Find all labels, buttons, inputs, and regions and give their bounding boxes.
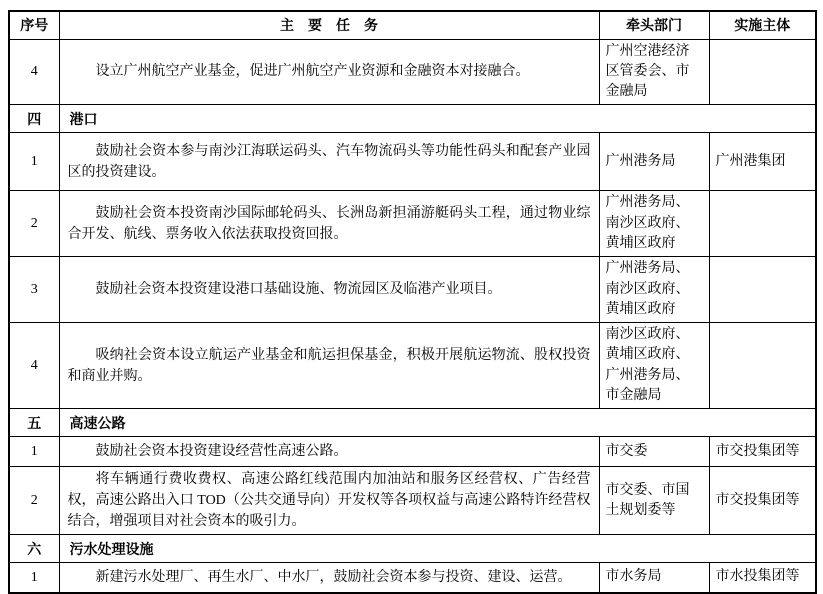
row-dept: 市水务局 [599,563,709,593]
row-task [59,39,599,105]
row-task [59,563,599,593]
row-dept: 市交委、市国土规划委等 [599,467,709,535]
table-header-row [9,11,816,39]
section-title: 污水处理设施 [59,535,816,563]
row-num: 4 [9,39,59,105]
row-task [59,323,599,409]
row-dept: 广州空港经济区管委会、市金融局 [599,39,709,105]
row-task [59,133,599,191]
section-title: 港口 [59,105,816,133]
table-row [9,39,816,105]
section-num: 五 [9,409,59,437]
row-num: 1 [9,133,59,191]
row-task [59,467,599,535]
row-num: 1 [9,437,59,467]
row-entity [709,191,816,257]
table-row [9,133,816,191]
row-task [59,257,599,323]
row-dept: 南沙区政府、黄埔区政府、广州港务局、市金融局 [599,323,709,409]
section-row-sewage [9,535,816,563]
row-entity [709,257,816,323]
table-row [9,323,816,409]
header-task: 主 要 任 务 [59,11,599,39]
row-dept: 广州港务局、南沙区政府、黄埔区政府 [599,191,709,257]
table-row [9,467,816,535]
task-text: 吸纳社会资本设立航运产业基金和航运担保基金，积极开展航运物流、股权投资和商业并购。 [67,347,591,384]
row-task [59,191,599,257]
row-task [59,437,599,467]
row-entity [709,39,816,105]
row-num: 2 [9,467,59,535]
row-entity: 市交投集团等 [709,437,816,467]
section-row-expressway [9,409,816,437]
header-dept: 牵头部门 [599,11,709,39]
row-entity: 市交投集团等 [709,467,816,535]
table-row [9,563,816,593]
row-entity [709,323,816,409]
row-num: 1 [9,563,59,593]
section-num: 四 [9,105,59,133]
section-title: 高速公路 [59,409,816,437]
task-text: 鼓励社会资本投资建设经营性高速公路。 [95,444,348,460]
header-num: 序号 [9,11,59,39]
row-entity: 广州港集团 [709,133,816,191]
row-num: 2 [9,191,59,257]
row-dept: 广州港务局、南沙区政府、黄埔区政府 [599,257,709,323]
main-tasks-table [8,10,817,594]
task-text: 新建污水处理厂、再生水厂、中水厂，鼓励社会资本参与投资、建设、运营。 [95,570,572,586]
task-text: 设立广州航空产业基金，促进广州航空产业资源和金融资本对接融合。 [95,64,530,80]
table-row [9,191,816,257]
section-num: 六 [9,535,59,563]
row-dept: 广州港务局 [599,133,709,191]
task-text: 将车辆通行费收费权、高速公路红线范围内加油站和服务区经营权、广告经营权，高速公路出入口 TOD（公共交通导向）开发权等各项权益与高速公路特许经营权结合，增强项目对社会资本的吸引力。 [67,472,591,530]
row-num: 3 [9,257,59,323]
task-text: 鼓励社会资本投资南沙国际邮轮码头、长洲岛新担涌游艇码头工程，通过物业综合开发、航线、票务收入依法获取投资回报。 [67,205,591,242]
row-dept: 市交委 [599,437,709,467]
task-text: 鼓励社会资本参与南沙江海联运码头、汽车物流码头等功能性码头和配套产业园区的投资建设。 [67,143,591,180]
section-row-ports [9,105,816,133]
row-entity: 市水投集团等 [709,563,816,593]
task-text: 鼓励社会资本投资建设港口基础设施、物流园区及临港产业项目。 [95,282,502,298]
row-num: 4 [9,323,59,409]
header-entity: 实施主体 [709,11,816,39]
table-row [9,437,816,467]
table-row [9,257,816,323]
